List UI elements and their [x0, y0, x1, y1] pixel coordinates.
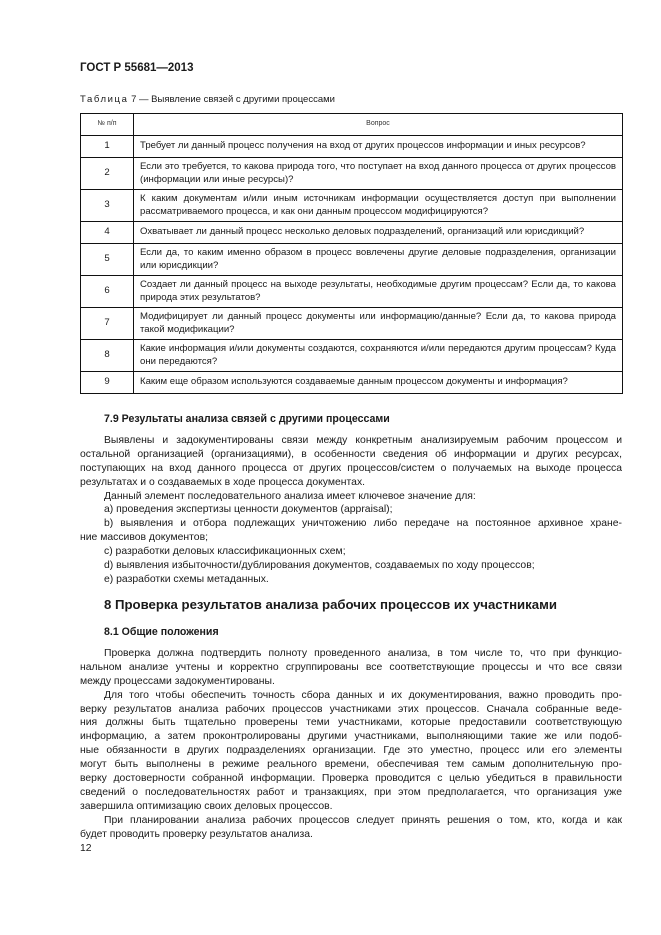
table-caption-title: 7 — Выявление связей с другими процессами [128, 94, 335, 105]
text-line: ные обязанности в других подразделениях организации. Где это уместно, процесс или его элементы [80, 745, 622, 757]
table-header-row [81, 114, 623, 136]
table-row [81, 276, 623, 308]
paragraph [80, 559, 622, 573]
text-line: e) разработки схемы метаданных. [104, 574, 269, 585]
text-line: остальной организацией (организациями), в особенности сведения об информации и других ресурсах, [80, 448, 622, 460]
text-line: c) разработки деловых классификационных схем; [104, 546, 346, 558]
row-number: 5 [81, 244, 134, 276]
row-question: Если это требуется, то какова природа того, что поступает на вход данного процесса от других процессов (информации или иные ресурсы)? [134, 158, 623, 190]
paragraph [80, 814, 622, 842]
row-number: 1 [81, 136, 134, 158]
table-row [81, 308, 623, 340]
text-line: поступающих на вход данного процесса от других процессов/систем о получаемых на выходе процесса [80, 462, 622, 474]
text-line: ние массивов документов; [80, 532, 208, 544]
table-row [81, 244, 623, 276]
section-heading-7-9: 7.9 Результаты анализа связей с другими процессами [104, 413, 390, 425]
row-number: 8 [81, 340, 134, 372]
text-line: a) проведения экспертизы ценности документов (appraisal); [104, 504, 393, 516]
row-number: 4 [81, 222, 134, 244]
table-caption-prefix: Таблица [80, 94, 129, 105]
paragraph [80, 490, 622, 504]
row-question: Требует ли данный процесс получения на вход от других процессов информации и иных ресурсов? [134, 136, 623, 158]
text-line: Проверка должна подтвердить полноту проведенного анализа, в том числе то, что при функцио- [104, 648, 622, 659]
table-row [81, 136, 623, 158]
row-number: 7 [81, 308, 134, 340]
table-row [81, 372, 623, 394]
text-line: При планировании анализа рабочих процессов следует принять решения о том, кто, когда и как [104, 814, 622, 826]
section-heading-8-1: 8.1 Общие положения [104, 626, 219, 638]
text-line: нальном анализе учтены и корректно сгруппированы все соответствующие процессы и что все связи [80, 661, 622, 673]
row-question: Создает ли данный процесс на выходе результаты, необходимые другим процессам? Если да, то какова природа этих результатов? [134, 276, 623, 308]
questions-table [80, 113, 623, 394]
row-number: 2 [81, 158, 134, 190]
section-8-1-body [80, 647, 622, 842]
text-line: верку достоверности собранной информации. Проверка проводится с целью убедиться в правильности [80, 773, 622, 785]
row-question: К каким документам и/или иным источникам информации осуществляется доступ при выполнении рассматриваемого процесса, и как они данным процессом модифицируются? [134, 190, 623, 222]
section-7-9-body [80, 434, 622, 587]
text-line: будет проводить проверку результатов анализа. [80, 828, 313, 840]
text-line: Данный элемент последовательного анализа имеет ключевое значение для: [104, 490, 476, 502]
text-line: верку результатов анализа рабочих процессов участниками этих процессов. Сначала собранные веде- [80, 703, 622, 715]
column-header-question: Вопрос [134, 114, 623, 136]
text-line: Выявлены и задокументированы связи между конкретным анализируемым рабочим процессом и [104, 435, 622, 446]
row-number: 6 [81, 276, 134, 308]
paragraph [80, 545, 622, 559]
table-row [81, 222, 623, 244]
text-line: результатах и о создаваемых в ходе процесса документах. [80, 476, 366, 488]
paragraph [80, 503, 622, 517]
row-question: Каким еще образом используются создаваемые данным процессом документы и информация? [134, 372, 623, 394]
row-number: 9 [81, 372, 134, 394]
text-line: ния должны быть тщательно проверены теми участниками, которые предоставили соответствующую [80, 717, 622, 729]
text-line: могут быть выполнены в режиме реального времени, обеспечивая тем самым дополнительную про- [80, 759, 622, 771]
text-line: b) выявления и отбора подлежащих уничтожению либо передаче на постоянное архивное хране- [104, 518, 622, 530]
text-line: между процессами задокументированы. [80, 675, 275, 687]
text-line: сведений о последовательностях работ и транзакциях, при этом предполагается, что организация уже [80, 786, 622, 798]
column-header-number: № п/п [81, 114, 134, 136]
text-line: информацию, а затем проконтролированы другими участниками, выполняющими такие же или подоб- [80, 731, 622, 743]
document-id: ГОСТ Р 55681—2013 [80, 62, 194, 74]
row-question: Если да, то каким именно образом в процесс вовлечены другие деловые подразделения, организации или юрисдикции? [134, 244, 623, 276]
page-number: 12 [80, 843, 92, 854]
text-line: завершила оптимизацию своих деловых процессов. [80, 800, 333, 812]
table-row [81, 158, 623, 190]
paragraph [80, 434, 622, 490]
text-line: d) выявления избыточности/дублирования документов, создаваемых по ходу процессов; [104, 560, 535, 572]
table-caption [80, 94, 335, 105]
paragraph [80, 689, 622, 814]
row-question: Охватывает ли данный процесс несколько деловых подразделений, организаций или юрисдикций? [134, 222, 623, 244]
section-heading-8: 8 Проверка результатов анализа рабочих процессов их участниками [104, 597, 557, 612]
text-line: Для того чтобы обеспечить точность сбора данных и их документирования, важно проводить про- [104, 689, 622, 701]
row-question: Какие информация и/или документы создаются, сохраняются и/или передаются другим процессам? Куда они передаются? [134, 340, 623, 372]
paragraph [80, 573, 622, 587]
table-row [81, 340, 623, 372]
row-number: 3 [81, 190, 134, 222]
paragraph [80, 647, 622, 689]
table-row [81, 190, 623, 222]
paragraph [80, 517, 622, 545]
row-question: Модифицирует ли данный процесс документы или информацию/данные? Если да, то какова природа такой модификации? [134, 308, 623, 340]
